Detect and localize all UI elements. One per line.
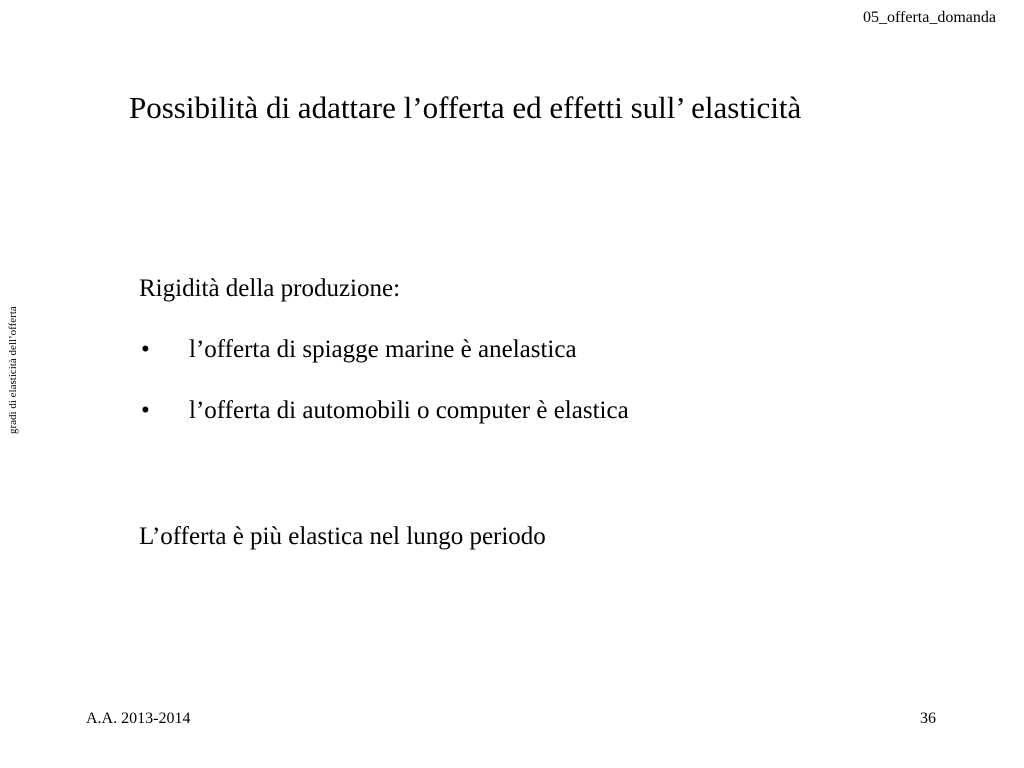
file-name-label: 05_offerta_domanda — [863, 9, 996, 26]
bullet-text: l’offerta di automobili o computer è elastica — [189, 397, 629, 424]
page-number: 36 — [920, 710, 936, 727]
bullet-text: l’offerta di spiagge marine è anelastica — [189, 336, 577, 363]
bullet-icon: • — [141, 397, 150, 424]
slide-title: Possibilità di adattare l’offerta ed effetti sull’ elasticità — [129, 90, 802, 125]
bullet-list — [139, 335, 959, 426]
academic-year: A.A. 2013-2014 — [86, 710, 191, 727]
bullet-icon: • — [141, 336, 150, 363]
conclusion-text: L’offerta è più elastica nel lungo periodo — [139, 523, 546, 550]
bullet-item — [139, 396, 959, 426]
slide-body — [139, 274, 959, 426]
intro-text: Rigidità della produzione: — [139, 275, 401, 302]
side-caption: gradi di elasticità dell’offerta — [7, 306, 19, 434]
bullet-item — [139, 335, 959, 365]
